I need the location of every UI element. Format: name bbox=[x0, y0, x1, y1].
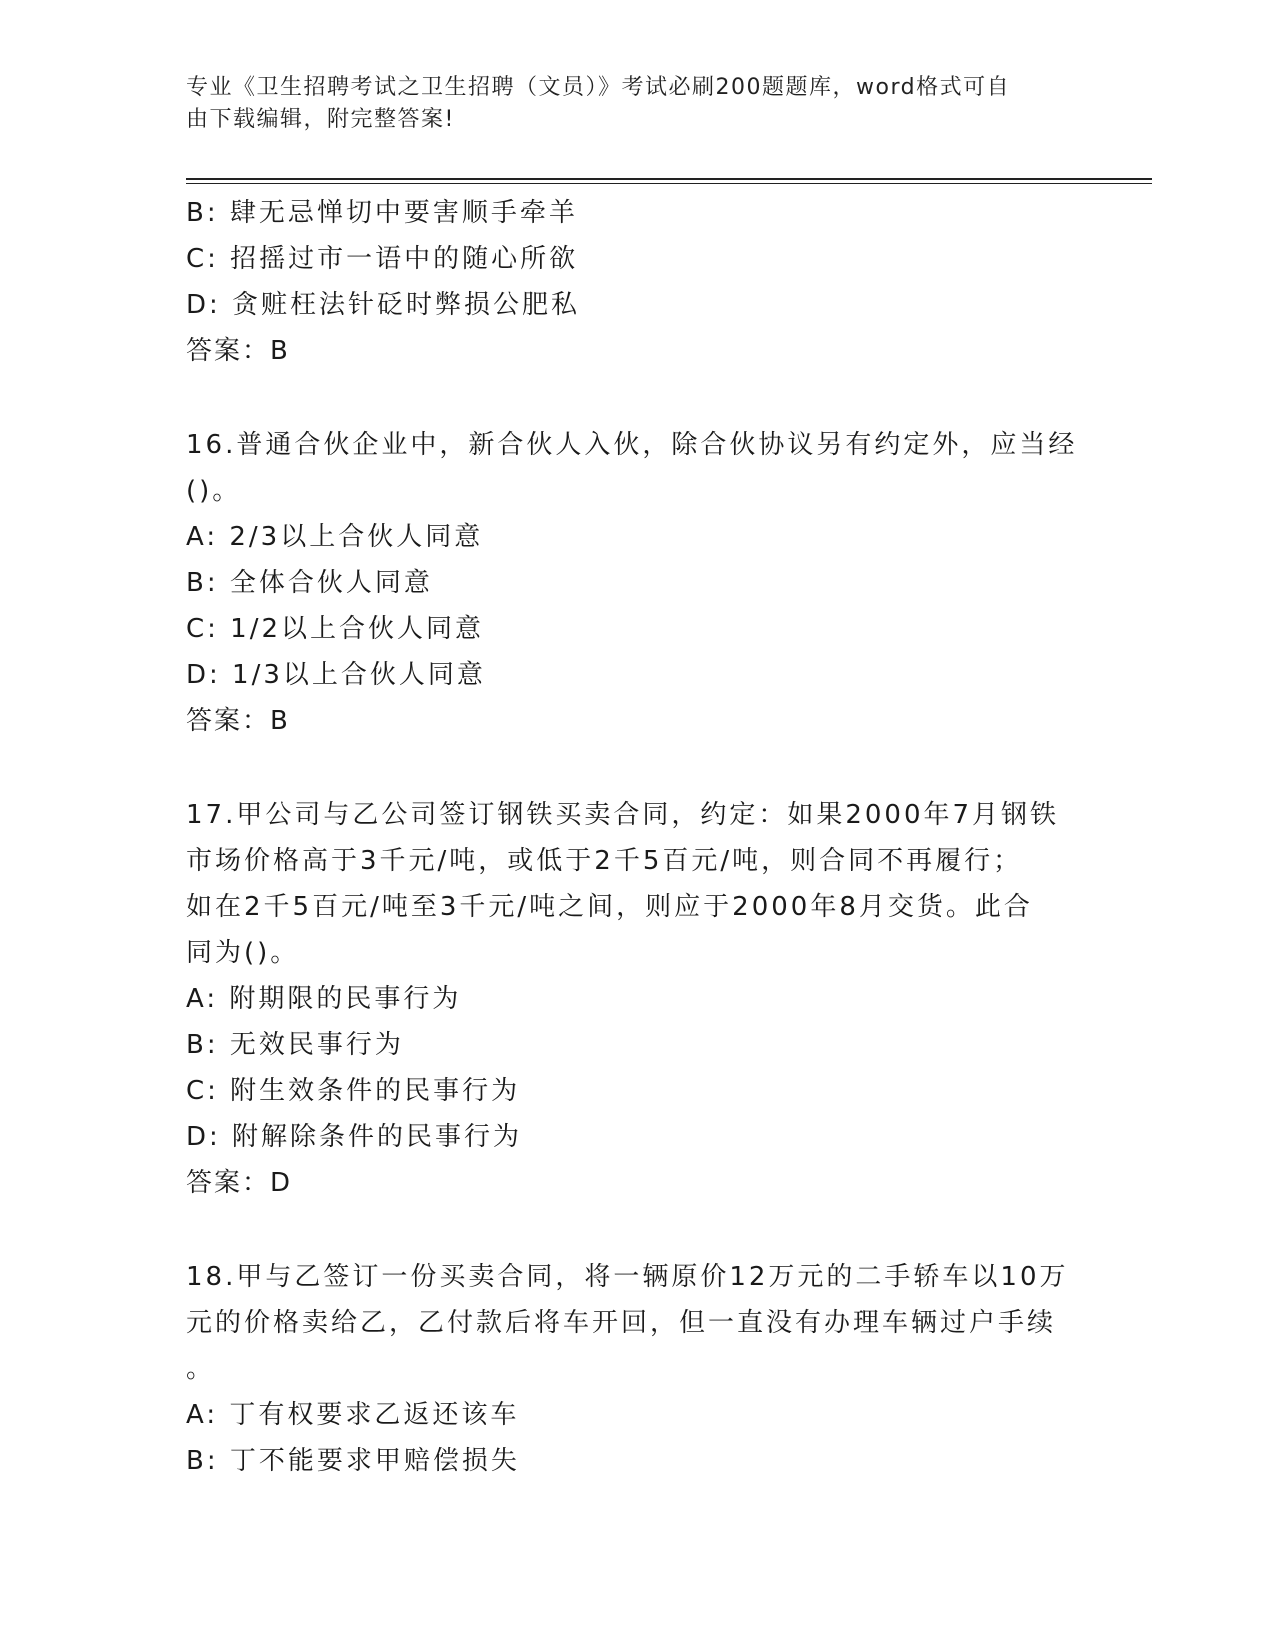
answer-line: 答案：D bbox=[186, 1168, 293, 1198]
option-a: A: 2/3以上合伙人同意 bbox=[186, 522, 484, 552]
question-stem-line: 18.甲与乙签订一份买卖合同，将一辆原价12万元的二手轿车以10万 bbox=[186, 1262, 1069, 1292]
question-block-16 bbox=[186, 422, 1086, 744]
option-d: D: 贪赃枉法针砭时弊损公肥私 bbox=[186, 290, 581, 320]
option-b: B: 丁不能要求甲赔偿损失 bbox=[186, 1446, 520, 1476]
question-stem-line: 元的价格卖给乙，乙付款后将车开回，但一直没有办理车辆过户手续 bbox=[186, 1308, 1057, 1338]
question-stem-line: 同为()。 bbox=[186, 938, 300, 968]
answer-line: 答案：B bbox=[186, 706, 290, 736]
document-header bbox=[186, 72, 1086, 136]
option-c: C: 1/2以上合伙人同意 bbox=[186, 614, 485, 644]
header-line-1: 专业《卫生招聘考试之卫生招聘（文员）》考试必刷200题题库，word格式可自 bbox=[186, 75, 1011, 100]
header-line-2: 由下载编辑，附完整答案! bbox=[186, 107, 455, 132]
header-divider-thick bbox=[186, 178, 1152, 180]
option-a: A: 丁有权要求乙返还该车 bbox=[186, 1400, 520, 1430]
option-d: D: 附解除条件的民事行为 bbox=[186, 1122, 523, 1152]
option-b: B: 肆无忌惮切中要害顺手牵羊 bbox=[186, 198, 578, 228]
option-c: C: 招摇过市一语中的随心所欲 bbox=[186, 244, 579, 274]
question-block-partial bbox=[186, 190, 1086, 374]
option-b: B: 无效民事行为 bbox=[186, 1030, 404, 1060]
option-c: C: 附生效条件的民事行为 bbox=[186, 1076, 521, 1106]
question-stem-line: 如在2千5百元/吨至3千元/吨之间，则应于2000年8月交货。此合 bbox=[186, 892, 1033, 922]
question-stem-line: 17.甲公司与乙公司签订钢铁买卖合同，约定：如果2000年7月钢铁 bbox=[186, 800, 1060, 830]
header-divider-thin bbox=[186, 183, 1152, 184]
question-stem-line: ()。 bbox=[186, 476, 242, 506]
option-b: B: 全体合伙人同意 bbox=[186, 568, 433, 598]
question-stem-line: 16.普通合伙企业中，新合伙人入伙，除合伙协议另有约定外，应当经 bbox=[186, 430, 1078, 460]
question-list bbox=[186, 190, 1086, 1484]
question-stem-line: 市场价格高于3千元/吨，或低于2千5百元/吨，则合同不再履行； bbox=[186, 846, 1023, 876]
option-d: D: 1/3以上合伙人同意 bbox=[186, 660, 486, 690]
question-stem-line: 。 bbox=[186, 1354, 216, 1384]
question-block-18 bbox=[186, 1254, 1086, 1484]
option-a: A: 附期限的民事行为 bbox=[186, 984, 462, 1014]
answer-line: 答案：B bbox=[186, 336, 290, 366]
question-block-17 bbox=[186, 792, 1086, 1206]
